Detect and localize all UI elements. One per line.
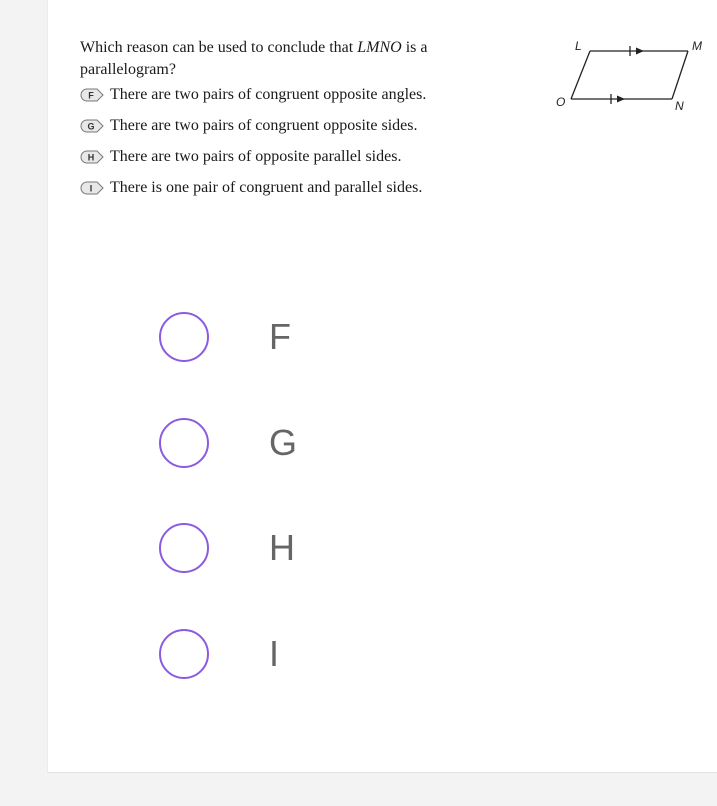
arrow-lm [636, 48, 644, 55]
answer-label-h[interactable]: H [269, 527, 295, 568]
choice-text-h: There are two pairs of opposite parallel sides. [110, 148, 402, 165]
choice-badge-f [80, 88, 104, 102]
answer-option-h[interactable] [159, 523, 295, 573]
svg-text:I: I [89, 183, 93, 194]
answer-option-f[interactable] [159, 312, 291, 362]
choice-text-f: There are two pairs of congruent opposite angles. [110, 86, 427, 103]
question-suffix: is a parallelogram? [80, 39, 428, 78]
parallelogram-figure [552, 36, 712, 116]
choice-g [80, 117, 417, 135]
choice-badge-i [80, 181, 104, 195]
radio-button-i[interactable] [159, 629, 209, 679]
svg-text:F: F [88, 90, 94, 101]
vertex-label-m: M [692, 39, 702, 53]
answer-label-f[interactable]: F [269, 316, 291, 357]
question-prefix: Which reason can be used to conclude that [80, 39, 358, 56]
question-text [80, 37, 480, 81]
vertex-label-l: L [575, 39, 582, 53]
radio-button-g[interactable] [159, 418, 209, 468]
answer-option-i[interactable] [159, 629, 279, 679]
radio-button-f[interactable] [159, 312, 209, 362]
radio-button-h[interactable] [159, 523, 209, 573]
answer-label-i[interactable]: I [269, 633, 280, 674]
vertex-label-o: O [556, 95, 566, 109]
choice-badge-g [80, 119, 104, 133]
choice-f [80, 86, 426, 104]
answer-option-g[interactable] [159, 418, 297, 468]
choice-text-g: There are two pairs of congruent opposite sides. [110, 117, 418, 134]
vertex-label-n: N [675, 99, 684, 113]
answer-label-g[interactable]: G [269, 422, 298, 463]
choice-h [80, 148, 401, 166]
choice-i [80, 179, 422, 197]
arrow-on [617, 96, 625, 103]
side-mn [672, 51, 688, 99]
choice-badge-h [80, 150, 104, 164]
figure-name: LMNO [357, 39, 402, 56]
choice-text-i: There is one pair of congruent and parallel sides. [110, 179, 423, 196]
svg-text:H: H [87, 152, 95, 163]
svg-text:G: G [87, 121, 95, 132]
side-ol [571, 51, 590, 99]
